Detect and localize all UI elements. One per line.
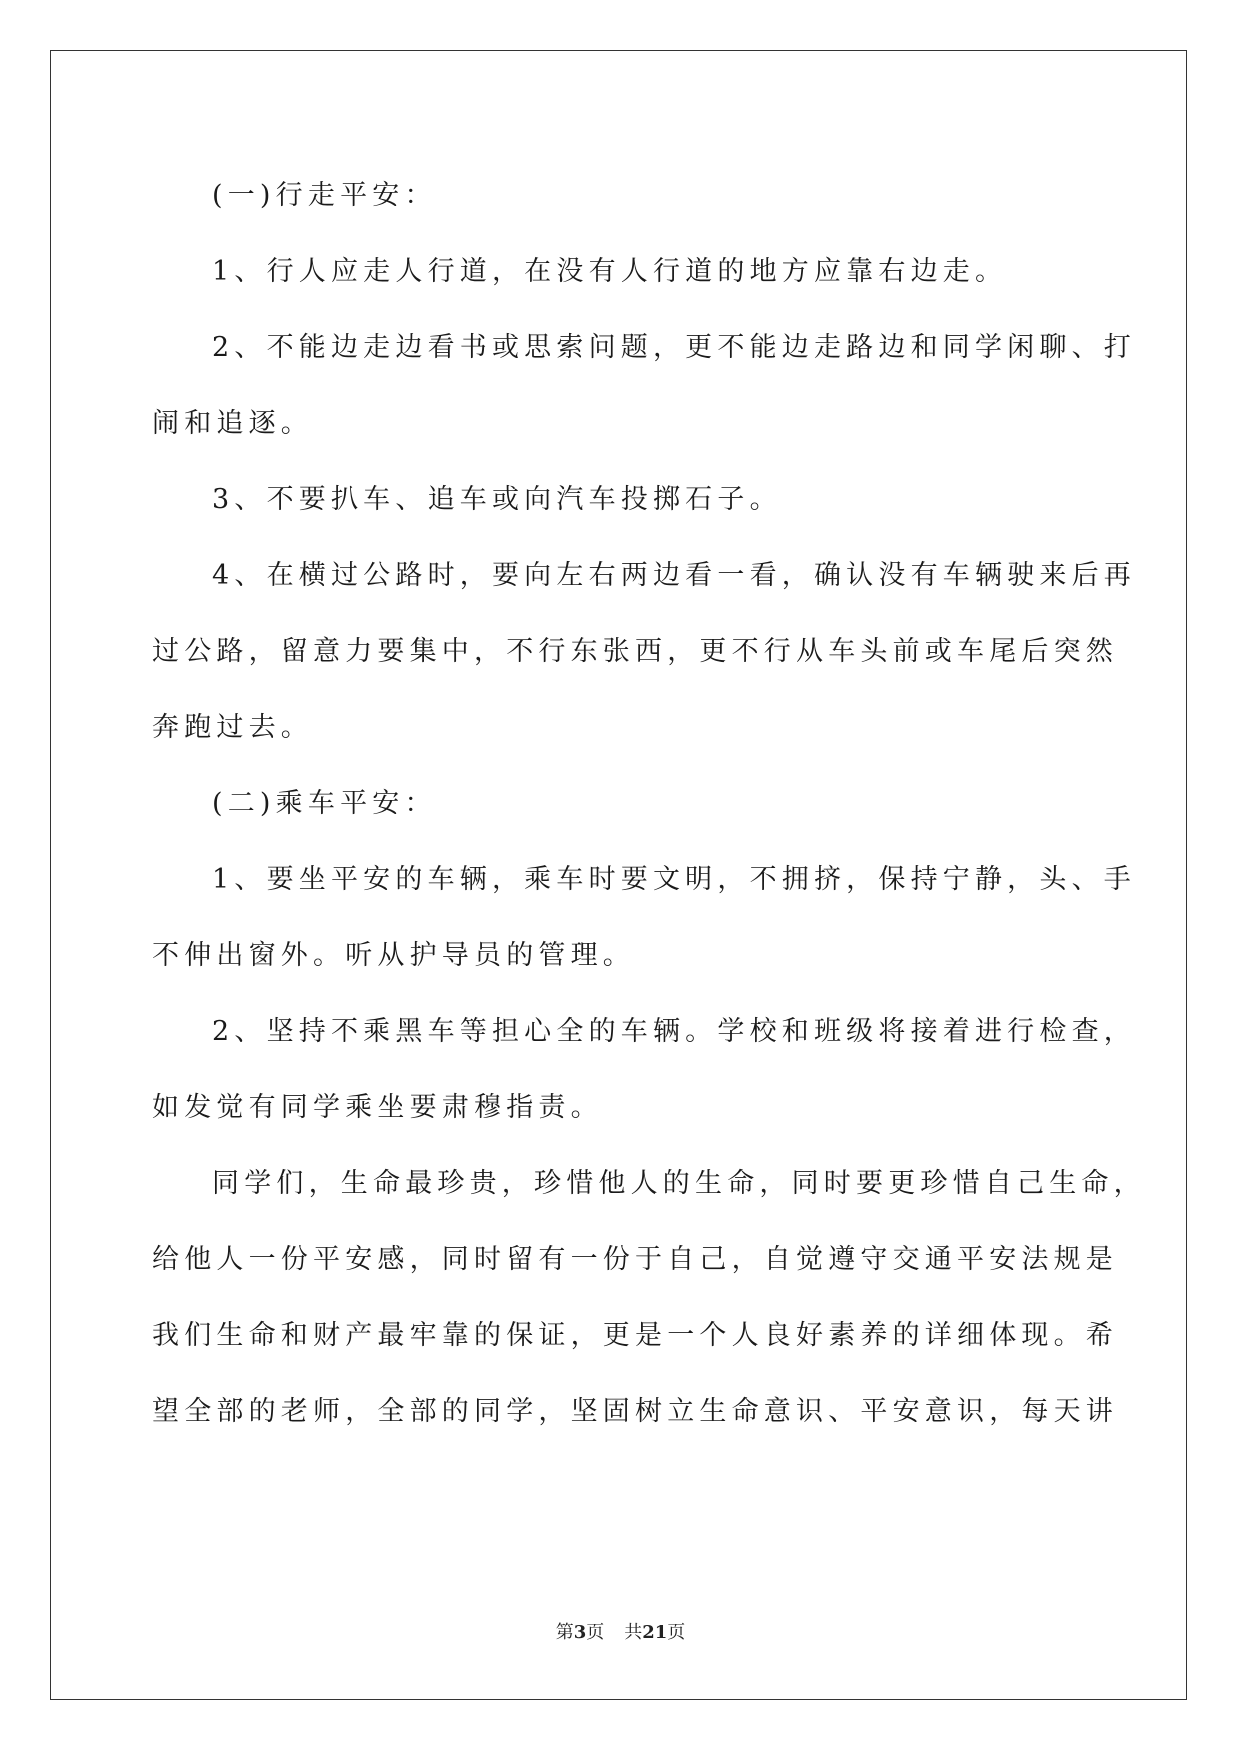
paragraph-line: 望全部的老师，全部的同学，坚固树立生命意识、平安意识，每天讲 [152, 1396, 1118, 1427]
paragraph-line: 4、在横过公路时，要向左右两边看一看，确认没有车辆驶来后再 [212, 560, 1136, 591]
footer-total-suffix: 页 [667, 1622, 686, 1643]
paragraph-line: 我们生命和财产最牢靠的保证，更是一个人良好素养的详细体现。希 [152, 1320, 1118, 1351]
paragraph-line: 给他人一份平安感，同时留有一份于自己，自觉遵守交通平安法规是 [152, 1244, 1118, 1275]
paragraph-line: 3、不要扒车、追车或向汽车投掷石子。 [212, 484, 782, 515]
paragraph-line: 1、行人应走人行道，在没有人行道的地方应靠右边走。 [212, 256, 1008, 287]
paragraph-line: 同学们，生命最珍贵，珍惜他人的生命，同时要更珍惜自己生命， [212, 1168, 1146, 1199]
paragraph-line: 奔跑过去。 [152, 712, 313, 743]
total-page-count: 21 [642, 1622, 668, 1643]
document-body [152, 158, 1146, 1450]
footer-total-prefix: 共 [624, 1622, 643, 1643]
paragraph-line: 1、要坐平安的车辆，乘车时要文明，不拥挤，保持宁静，头、手 [212, 864, 1136, 895]
footer-prefix: 第 [555, 1622, 574, 1643]
paragraph-line: 2、不能边走边看书或思索问题，更不能边走路边和同学闲聊、打 [212, 332, 1136, 363]
page-footer [0, 1618, 1241, 1644]
paragraph-line: 闹和追逐。 [152, 408, 313, 439]
heading-walking-safety: (一)行走平安： [212, 180, 437, 211]
footer-page-word: 页 [586, 1622, 605, 1643]
current-page-number: 3 [573, 1622, 587, 1643]
paragraph-line: 过公路，留意力要集中，不行东张西，更不行从车头前或车尾后突然 [152, 636, 1118, 667]
heading-riding-safety: (二)乘车平安： [212, 788, 437, 819]
paragraph-line: 如发觉有同学乘坐要肃穆指责。 [152, 1092, 603, 1123]
paragraph-line: 不伸出窗外。听从护导员的管理。 [152, 940, 635, 971]
paragraph-line: 2、坚持不乘黑车等担心全的车辆。学校和班级将接着进行检查， [212, 1016, 1136, 1047]
